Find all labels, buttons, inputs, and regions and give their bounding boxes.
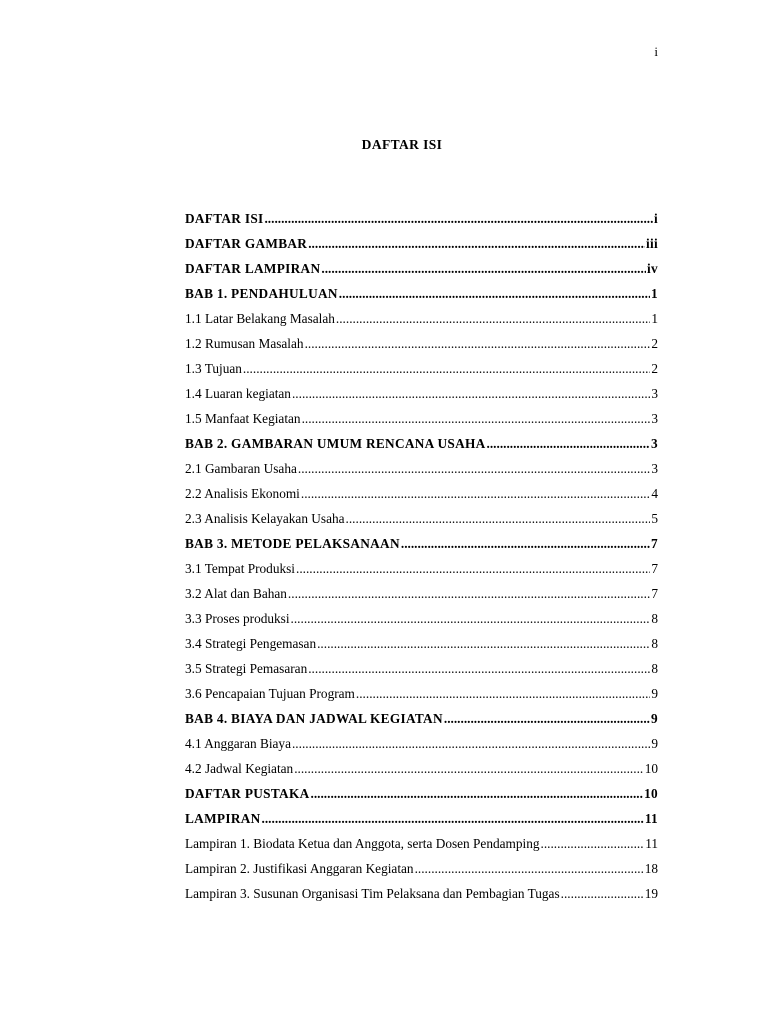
toc-dot-leader <box>262 809 644 829</box>
toc-entry-label: DAFTAR ISI <box>185 211 264 226</box>
toc-entry-label: 3.1 Tempat Produksi <box>185 561 295 576</box>
toc-dot-leader <box>243 359 650 379</box>
toc-entry[interactable] <box>185 384 658 409</box>
toc-dot-leader <box>296 559 650 579</box>
toc-dot-leader <box>311 784 644 804</box>
toc-entry-label: BAB 3. METODE PELAKSANAAN <box>185 536 400 551</box>
toc-entry-page: 9 <box>651 736 658 751</box>
toc-entry-label: Lampiran 3. Susunan Organisasi Tim Pelaksana dan Pembagian Tugas <box>185 886 560 901</box>
toc-dot-leader <box>561 884 644 904</box>
toc-dot-leader <box>305 334 651 354</box>
toc-dot-leader <box>292 734 650 754</box>
toc-entry-label: LAMPIRAN <box>185 811 261 826</box>
toc-entry-label: 4.2 Jadwal Kegiatan <box>185 761 294 776</box>
toc-entry-label: Lampiran 2. Justifikasi Anggaran Kegiatan <box>185 861 414 876</box>
toc-dot-leader <box>308 659 650 679</box>
toc-dot-leader <box>264 209 653 229</box>
toc-dot-leader <box>292 384 650 404</box>
document-title: DAFTAR ISI <box>361 137 443 152</box>
toc-dot-leader <box>541 834 645 854</box>
toc-entry[interactable] <box>185 534 658 559</box>
toc-entry[interactable] <box>185 409 658 434</box>
toc-entry[interactable] <box>185 459 658 484</box>
toc-entry-page: 3 <box>651 436 658 451</box>
toc-entry-label: 3.5 Strategi Pemasaran <box>185 661 308 676</box>
toc-entry-page: 3 <box>651 461 658 476</box>
toc-entry-page: 2 <box>651 336 658 351</box>
toc-entry[interactable] <box>185 559 658 584</box>
toc-entry-page: 8 <box>651 636 658 651</box>
toc-entry-label: 1.4 Luaran kegiatan <box>185 386 291 401</box>
table-of-contents <box>185 209 658 909</box>
toc-dot-leader <box>317 634 650 654</box>
toc-entry-label: 4.1 Anggaran Biaya <box>185 736 291 751</box>
toc-dot-leader <box>415 859 644 879</box>
toc-entry[interactable] <box>185 584 658 609</box>
toc-entry-page: 7 <box>651 586 658 601</box>
toc-entry-page: 5 <box>651 511 658 526</box>
toc-entry[interactable] <box>185 284 658 309</box>
toc-entry[interactable] <box>185 209 658 234</box>
toc-entry[interactable] <box>185 334 658 359</box>
toc-entry-label: DAFTAR PUSTAKA <box>185 786 310 801</box>
toc-entry-page: 3 <box>651 386 658 401</box>
toc-entry[interactable] <box>185 659 658 684</box>
toc-entry[interactable] <box>185 884 658 909</box>
toc-dot-leader <box>321 259 646 279</box>
toc-entry-page: 11 <box>644 811 658 826</box>
toc-entry[interactable] <box>185 809 658 834</box>
toc-entry-label: 3.4 Strategi Pengemasan <box>185 636 317 651</box>
toc-entry-label: 3.6 Pencapaian Tujuan Program <box>185 686 355 701</box>
toc-entry-page: 10 <box>644 761 658 776</box>
toc-entry-label: BAB 4. BIAYA DAN JADWAL KEGIATAN <box>185 711 443 726</box>
toc-entry-page: i <box>654 211 658 226</box>
toc-entry-page: 18 <box>644 861 658 876</box>
toc-entry-page: 8 <box>651 611 658 626</box>
toc-entry-page: 1 <box>651 311 658 326</box>
toc-entry-page: 4 <box>651 486 658 501</box>
toc-entry-page: 1 <box>651 286 658 301</box>
page-number: i <box>654 44 658 59</box>
toc-entry-label: 2.2 Analisis Ekonomi <box>185 486 300 501</box>
toc-dot-leader <box>308 234 645 254</box>
toc-entry[interactable] <box>185 509 658 534</box>
toc-entry-label: 2.3 Analisis Kelayakan Usaha <box>185 511 345 526</box>
toc-dot-leader <box>444 709 650 729</box>
toc-dot-leader <box>346 509 651 529</box>
toc-entry-label: 3.3 Proses produksi <box>185 611 290 626</box>
toc-entry-page: 11 <box>645 836 658 851</box>
toc-dot-leader <box>294 759 644 779</box>
toc-entry-label: BAB 2. GAMBARAN UMUM RENCANA USAHA <box>185 436 486 451</box>
toc-entry-page: 2 <box>651 361 658 376</box>
toc-entry-page: 10 <box>644 786 658 801</box>
toc-entry-page: 19 <box>644 886 658 901</box>
toc-entry-page: iii <box>646 236 658 251</box>
toc-entry[interactable] <box>185 784 658 809</box>
toc-entry[interactable] <box>185 484 658 509</box>
toc-entry-page: iv <box>647 261 658 276</box>
toc-dot-leader <box>288 584 650 604</box>
toc-entry-label: DAFTAR GAMBAR <box>185 236 308 251</box>
toc-entry[interactable] <box>185 634 658 659</box>
toc-entry[interactable] <box>185 859 658 884</box>
toc-entry-label: Lampiran 1. Biodata Ketua dan Anggota, serta Dosen Pendamping <box>185 836 540 851</box>
toc-entry[interactable] <box>185 359 658 384</box>
toc-entry[interactable] <box>185 834 658 859</box>
toc-entry[interactable] <box>185 259 658 284</box>
toc-entry-label: 1.3 Tujuan <box>185 361 242 376</box>
toc-entry-page: 9 <box>651 686 658 701</box>
toc-dot-leader <box>336 309 650 329</box>
toc-entry-label: 3.2 Alat dan Bahan <box>185 586 287 601</box>
toc-entry-label: 1.5 Manfaat Kegiatan <box>185 411 301 426</box>
toc-entry[interactable] <box>185 709 658 734</box>
toc-dot-leader <box>356 684 650 704</box>
toc-entry[interactable] <box>185 309 658 334</box>
toc-entry-page: 3 <box>651 411 658 426</box>
toc-dot-leader <box>291 609 651 629</box>
toc-entry-label: BAB 1. PENDAHULUAN <box>185 286 338 301</box>
toc-dot-leader <box>301 484 650 504</box>
toc-entry-label: 1.1 Latar Belakang Masalah <box>185 311 335 326</box>
toc-entry-page: 7 <box>651 536 658 551</box>
toc-entry-page: 8 <box>651 661 658 676</box>
toc-entry-label: 1.2 Rumusan Masalah <box>185 336 304 351</box>
toc-entry-label: 2.1 Gambaran Usaha <box>185 461 297 476</box>
toc-entry[interactable] <box>185 234 658 259</box>
toc-entry[interactable] <box>185 684 658 709</box>
toc-entry[interactable] <box>185 609 658 634</box>
toc-entry[interactable] <box>185 734 658 759</box>
toc-dot-leader <box>339 284 650 304</box>
toc-entry[interactable] <box>185 759 658 784</box>
toc-entry-page: 9 <box>651 711 658 726</box>
toc-entry-page: 7 <box>651 561 658 576</box>
toc-entry[interactable] <box>185 434 658 459</box>
toc-entry-label: DAFTAR LAMPIRAN <box>185 261 321 276</box>
toc-dot-leader <box>401 534 650 554</box>
toc-dot-leader <box>298 459 650 479</box>
toc-dot-leader <box>302 409 651 429</box>
toc-dot-leader <box>487 434 651 454</box>
